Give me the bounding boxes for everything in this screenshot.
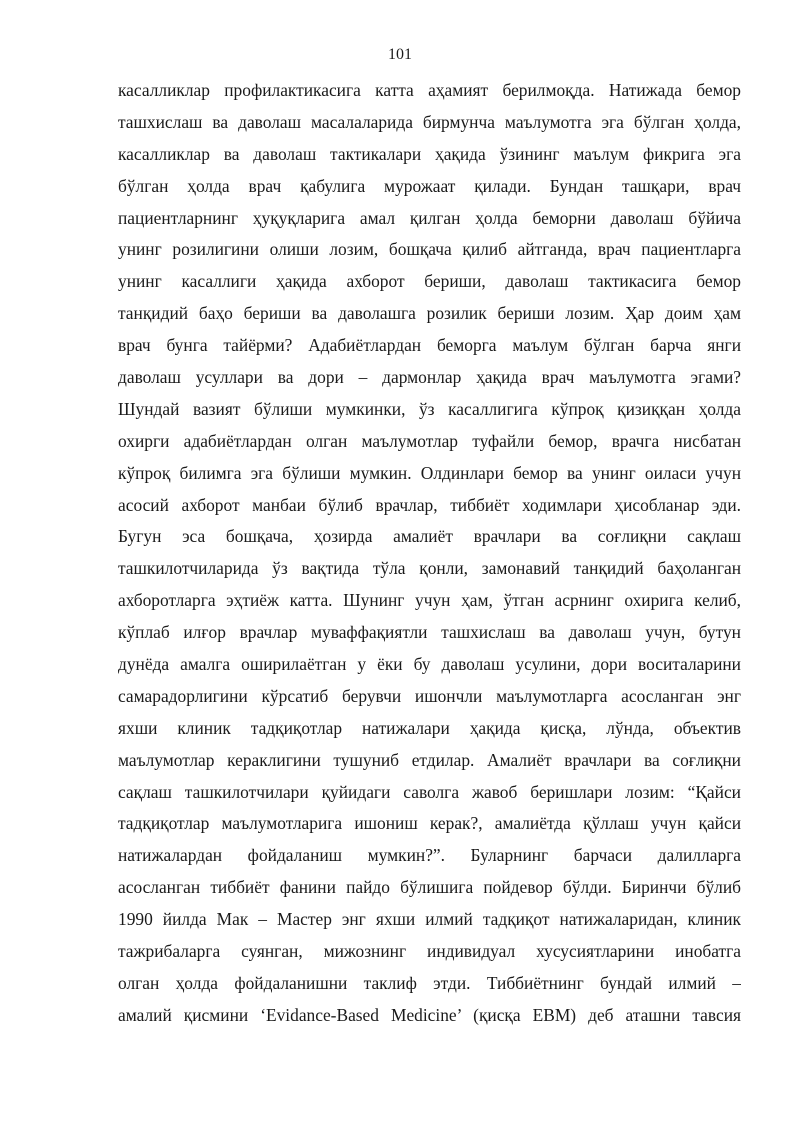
- text-line-25: натижалардан фойдаланиш мумкин?”. Буларнинг барчаси далилларга: [118, 845, 741, 866]
- text-line-16: ташкилотчиларида ўз вақтида тўла қонли, замонавий танқидий баҳоланган: [118, 558, 741, 579]
- text-line-27: 1990 йилда Мак – Мастер энг яхши илмий тадқиқот натижаларидан, клиник: [118, 909, 741, 930]
- text-line-5: пациентларнинг ҳуқуқларига амал қилган ҳолда беморни даволаш бўйича: [118, 207, 741, 228]
- text-line-3: касалликлар ва даволаш тактикалари ҳақида ўзининг маълум фикрига эга: [118, 143, 741, 164]
- text-line-2: ташхислаш ва даволаш масалаларида бирмунча маълумотга эга бўлган ҳолда,: [118, 111, 741, 132]
- text-line-8: танқидий баҳо бериши ва даволашга розилик бериши лозим. Ҳар доим ҳам: [118, 303, 741, 324]
- text-line-14: асосий ахборот манбаи бўлиб врачлар, тиббиёт ходимлари ҳисобланар эди.: [118, 494, 741, 515]
- text-line-22: маълумотлар кераклигини тушуниб етдилар. Амалиёт врачлари ва соғлиқни: [118, 749, 741, 770]
- page-number: 101: [388, 46, 412, 63]
- text-line-28: тажрибаларга суянган, мижознинг индивидуал хусусиятларини инобатга: [118, 941, 741, 962]
- body-text: [118, 75, 741, 1032]
- text-line-19: дунёда амалга оширилаётган у ёки бу даволаш усулини, дори воситаларини: [118, 654, 741, 675]
- text-line-10: даволаш усуллари ва дори – дармонлар ҳақида врач маълумотга эгами?: [118, 367, 741, 388]
- text-line-18: кўплаб илғор врачлар муваффақиятли ташхислаш ва даволаш учун, бутун: [118, 622, 741, 643]
- text-line-24: тадқиқотлар маълумотларига ишониш керак?, амалиётда қўллаш учун қайси: [118, 813, 741, 834]
- text-line-23: сақлаш ташкилотчилари қуйидаги саволга жавоб беришлари лозим: “Қайси: [118, 781, 741, 802]
- text-line-21: яхши клиник тадқиқотлар натижалари ҳақида қисқа, лўнда, объектив: [118, 717, 741, 738]
- text-line-17: ахборотларга эҳтиёж катта. Шунинг учун ҳам, ўтган асрнинг охирига келиб,: [118, 590, 741, 611]
- text-line-20: самарадорлигини кўрсатиб берувчи ишончли маълумотларга асосланган энг: [118, 685, 741, 706]
- text-line-13: кўпроқ билимга эга бўлиши мумкин. Олдинлари бемор ва унинг оиласи учун: [118, 462, 741, 483]
- text-line-9: врач бунга тайёрми? Адабиётлардан беморга маълум бўлган барча янги: [118, 335, 741, 356]
- text-line-1: касалликлар профилактикасига катта аҳамият берилмоқда. Натижада бемор: [118, 80, 741, 100]
- text-line-6: унинг розилигини олиши лозим, бошқача қилиб айтганда, врач пациентларга: [118, 239, 741, 260]
- text-line-26: асосланган тиббиёт фанини пайдо бўлишига пойдевор бўлди. Биринчи бўлиб: [118, 877, 741, 898]
- text-line-15: Бугун эса бошқача, ҳозирда амалиёт врачлари ва соғлиқни сақлаш: [118, 526, 741, 547]
- text-line-7: унинг касаллиги ҳақида ахборот бериши, даволаш тактикасига бемор: [118, 271, 741, 292]
- text-line-29: олган ҳолда фойдаланишни таклиф этди. Тиббиётнинг бундай илмий –: [118, 972, 741, 993]
- text-line-12: охирги адабиётлардан олган маълумотлар туфайли бемор, врачга нисбатан: [118, 430, 741, 451]
- text-line-30: амалий қисмини ‘Evidance-Based Medicine’ (қисқа EBM) деб аташни тавсия: [118, 1004, 741, 1025]
- text-line-4: бўлган ҳолда врач қабулига мурожаат қилади. Бундан ташқари, врач: [118, 175, 741, 196]
- text-line-11: Шундай вазият бўлиши мумкинки, ўз касаллигига кўпроқ қизиққан ҳолда: [118, 398, 741, 419]
